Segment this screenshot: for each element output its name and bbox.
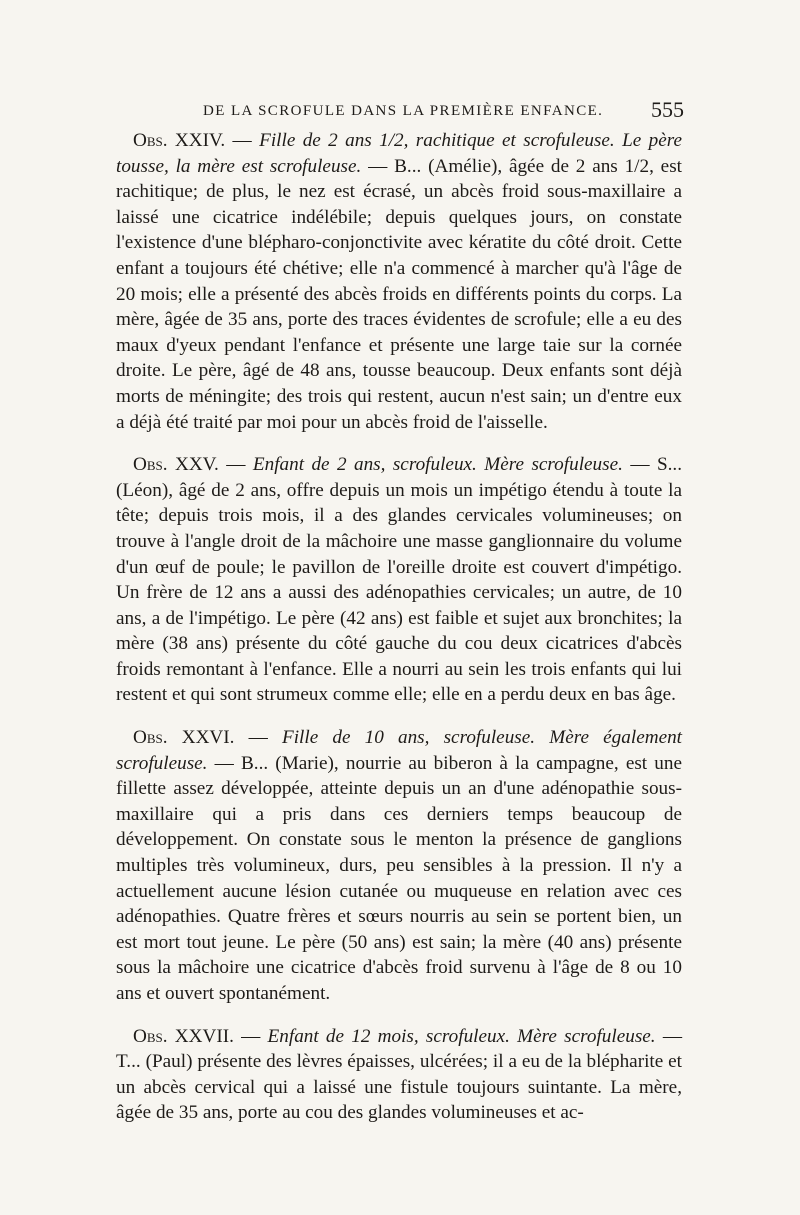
observation-description: Fille de 2 ans 1/2, rachitique et scrofuleuse. Le père tousse, la mère est scrofuleuse. [116,130,682,177]
observation-xxiv [116,128,682,435]
page-number: 555 [651,97,684,122]
running-head-title: DE LA SCROFULE DANS LA PREMIÈRE ENFANCE. [203,103,604,119]
observation-description: Fille de 10 ans, scrofuleuse. Mère également scrofuleuse. [116,727,683,774]
observation-text: — B... (Marie), nourrie au biberon à la campagne, est une fillette assez développée, atteinte depuis un an d'une adénopathie sous-maxillaire qui a pris dans ces derniers temps beaucoup de développement. On constate sous le menton la présence de ganglions multiples très volumineux, durs, peu sensibles à la pression. Il n'y a actuellement aucune lésion cutanée ou muqueuse en relation avec ces adénopathies. Quatre frères et sœurs nourris au sein se portent bien, un est mort tout jeune. Le père (50 ans) est sain; la mère (40 ans) présente sous la mâchoire une cicatrice d'abcès froid survenu à l'âge de 8 ou 10 ans et ouvert spontanément. [116,752,682,1004]
observation-separator: — [234,727,282,749]
observation-text: — S... (Léon), âgé de 2 ans, offre depuis un mois un impétigo étendu à toute la tête; depuis trois mois, il a des glandes cervicales volumineuses; on trouve à l'angle droit de la mâchoire une masse ganglionnaire du volume d'un œuf de poule; le pavillon de l'oreille droite est couvert d'impétigo. Un frère de 12 ans a aussi des adénopathies cervicales; un autre, de 10 ans, a de l'impétigo. Le père (42 ans) est faible et sujet aux bronchites; la mère (38 ans) présente du côté gauche du cou deux cicatrices d'abcès froids remontant à l'enfance. Elle a nourri au sein les trois enfants qui lui restent et qui sont strumeux comme elle; elle en a perdu deux en bas âge. [116,454,683,706]
observation-label: Obs. XXV. [133,454,219,476]
observation-text: — B... (Amélie), âgée de 2 ans 1/2, est rachitique; de plus, le nez est écrasé, un abcès froid sous-maxillaire a laissé une cicatrice indélébile; depuis quelques jours, on constate l'existence d'une blépharo-conjonctivite avec kératite du côté droit. Cette enfant a toujours été chétive; elle n'a commencé à marcher qu'à l'âge de 20 mois; elle a présenté des abcès froids en différents points du corps. La mère, âgée de 35 ans, porte des traces évidentes de scrofule; elle a eu des maux d'yeux pendant l'enfance et présente une large taie sur la cornée droite. Le père, âgé de 48 ans, tousse beaucoup. Deux enfants sont déjà morts de méningite; des trois qui restent, aucun n'est sain; un d'entre eux a déjà été traité par moi pour un abcès froid de l'aisselle. [116,155,682,433]
observation-label: Obs. XXVII. [133,1025,234,1047]
observation-label: Obs. XXIV. [133,130,226,151]
observation-separator: — [218,454,253,476]
observation-description: Enfant de 12 mois, scrofuleux. Mère scrofuleuse. [267,1025,656,1047]
observation-xxvi [116,725,682,1007]
observation-description: Enfant de 2 ans, scrofuleux. Mère scrofuleuse. [252,454,623,476]
observation-text: — T... (Paul) présente des lèvres épaisses, ulcérées; il a eu de la blépharite et un abcès cervical qui a laissé une fistule toujours suintante. La mère, âgée de 35 ans, porte au cou des glandes volumineuses et ac- [116,1025,683,1124]
observation-label: Obs. XXVI. [133,727,235,749]
observation-separator: — [233,1025,268,1047]
observation-xxvii [116,1024,682,1126]
observation-xxv [116,452,682,708]
observation-separator: — [225,130,260,151]
body-text [116,128,682,1126]
